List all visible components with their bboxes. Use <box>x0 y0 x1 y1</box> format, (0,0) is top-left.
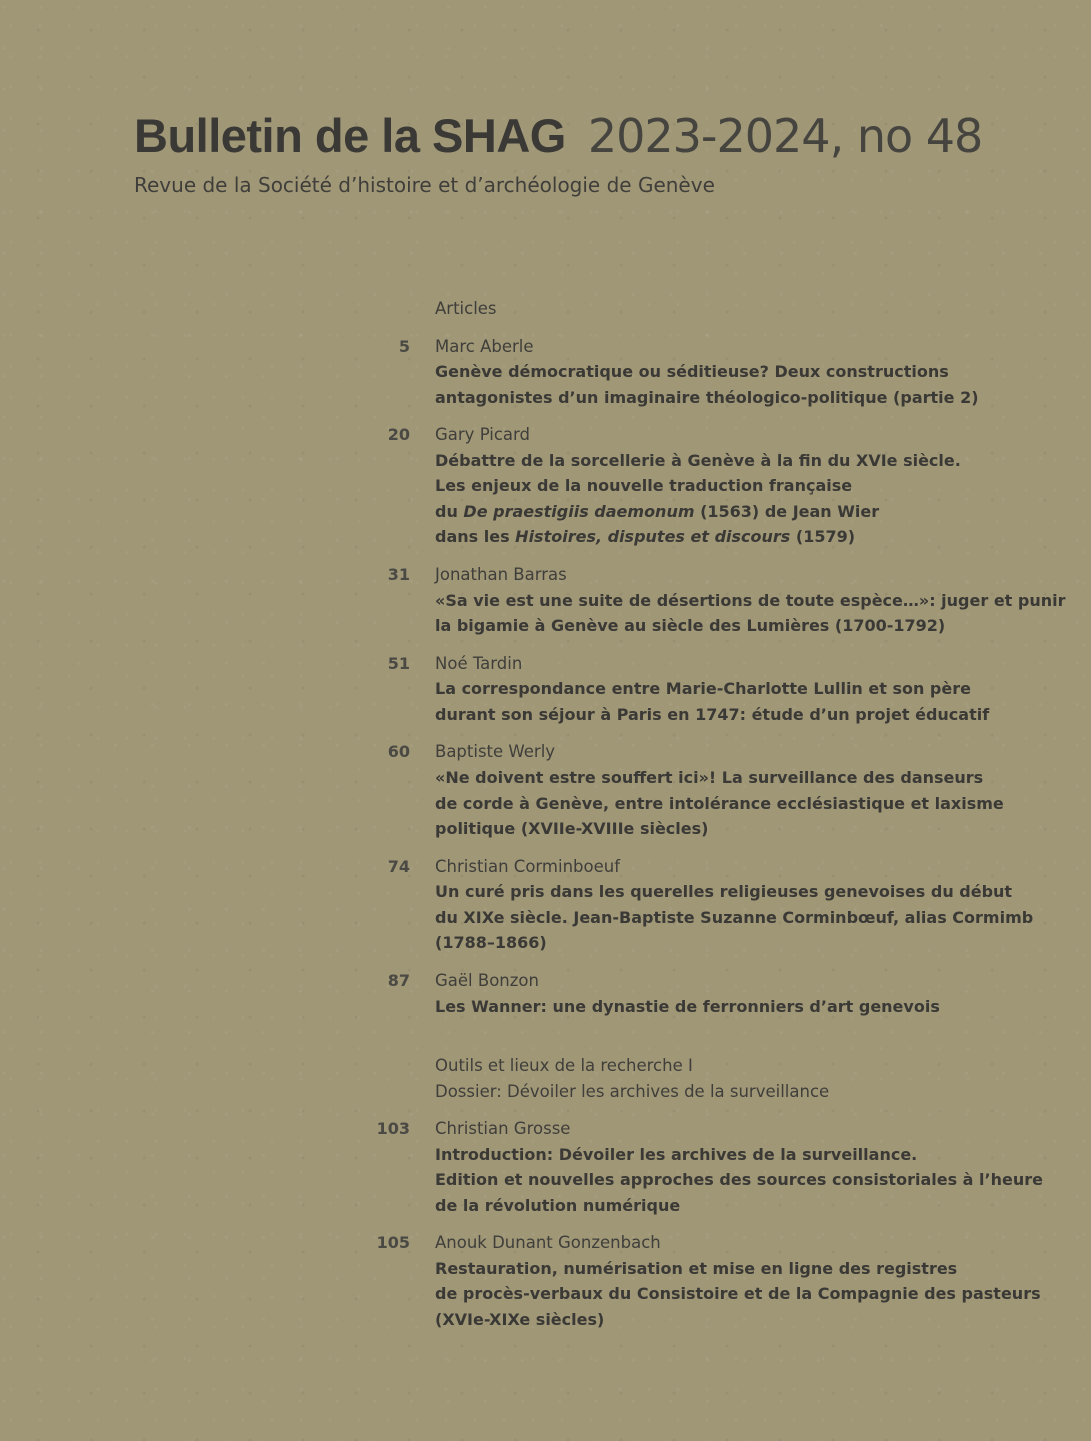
masthead <box>134 108 1034 197</box>
page-number: 60 <box>387 742 410 762</box>
author-name: Baptiste Werly <box>435 742 556 762</box>
title-line: la bigamie à Genève au siècle des Lumières (1700-1792) <box>435 616 946 636</box>
author-name: Marc Aberle <box>435 336 534 356</box>
author-name: Noé Tardin <box>435 653 523 673</box>
title-line: Genève démocratique ou séditieuse? Deux constructions <box>435 362 949 381</box>
title-line: (1788–1866) <box>435 933 547 953</box>
title-line: politique (XVIIe-XVIIIe siècles) <box>435 819 709 839</box>
journal-title: Bulletin de la SHAG <box>134 109 566 162</box>
toc-entry <box>360 1230 1050 1332</box>
title-line: Les enjeux de la nouvelle traduction française <box>435 476 853 496</box>
toc-entry <box>360 651 1050 728</box>
title-line: Débattre de la sorcellerie à Genève à la fin du XVIe siècle. <box>435 450 961 470</box>
article-title <box>435 1256 1050 1333</box>
author-name: Gary Picard <box>435 425 531 445</box>
title-line: Un curé pris dans les querelles religieuses genevoises du début <box>435 882 1013 902</box>
title-line: (XVIe-XIXe siècles) <box>435 1310 605 1330</box>
section-title: Outils et lieux de la recherche I <box>435 1056 693 1076</box>
title-line: Introduction: Dévoiler les archives de la surveillance. <box>435 1144 918 1164</box>
title-line: de la révolution numérique <box>435 1195 681 1215</box>
title-text: dans les <box>435 527 516 547</box>
work-title-italic: De praestigiis daemonum <box>463 501 695 521</box>
journal-subtitle: Revue de la Société d’histoire et d’archéologie de Genève <box>134 173 715 197</box>
title-line: de procès-verbaux du Consistoire et de la Compagnie des pasteurs <box>435 1284 1041 1304</box>
page-number: 105 <box>376 1233 410 1253</box>
article-title <box>435 359 1050 410</box>
title-line: du XIXe siècle. Jean-Baptiste Suzanne Corminbœuf, alias Cormimb <box>435 907 1034 927</box>
toc-entry <box>360 739 1050 841</box>
article-title <box>435 879 1050 956</box>
title-text: du <box>435 501 464 521</box>
article-title <box>435 448 1050 550</box>
page-number: 74 <box>387 856 410 876</box>
title-line: La correspondance entre Marie-Charlotte Lullin et son père <box>435 679 971 699</box>
section-heading-articles: Articles <box>435 299 497 318</box>
work-title-italic: Histoires, disputes et discours <box>515 527 791 547</box>
toc-entry <box>360 1116 1050 1218</box>
page-number: 20 <box>387 425 410 445</box>
page-number: 103 <box>376 1119 410 1139</box>
author-name: Christian Corminboeuf <box>435 856 621 876</box>
article-title <box>435 676 1050 727</box>
title-text: (1563) de Jean Wier <box>694 501 880 521</box>
author-name: Christian Grosse <box>435 1119 571 1139</box>
article-title <box>435 1142 1050 1219</box>
table-of-contents <box>360 296 1066 1345</box>
toc-entry <box>360 968 1050 1019</box>
title-line <box>435 524 1050 550</box>
title-line: Les Wanner: une dynastie de ferronniers d’art genevois <box>435 996 940 1016</box>
toc-entry <box>360 422 1050 550</box>
toc-entry <box>360 854 1050 956</box>
title-line: de corde à Genève, entre intolérance ecclésiastique et laxisme <box>435 793 1004 813</box>
toc-entry <box>360 562 1066 639</box>
page-number: 31 <box>387 565 410 585</box>
author-name: Jonathan Barras <box>435 565 567 585</box>
title-line: «Ne doivent estre souffert ici»! La surveillance des danseurs <box>435 767 984 787</box>
page-number: 5 <box>398 336 410 356</box>
toc-entry <box>360 334 1050 411</box>
title-line <box>435 499 1050 525</box>
section-heading-tools <box>435 1053 1050 1104</box>
article-title <box>435 588 1066 639</box>
page-number: 87 <box>387 971 410 990</box>
title-text: (1579) <box>790 527 856 547</box>
issue-number: 2023-2024, no 48 <box>587 109 983 163</box>
article-title <box>435 765 1050 842</box>
author-name: Anouk Dunant Gonzenbach <box>435 1233 661 1253</box>
article-title <box>435 994 1050 1020</box>
title-line: antagonistes d’un imaginaire théologico-politique (partie 2) <box>435 387 979 407</box>
title-line: durant son séjour à Paris en 1747: étude d’un projet éducatif <box>435 704 990 724</box>
title-line: Restauration, numérisation et mise en ligne des registres <box>435 1258 958 1278</box>
title-line: «Sa vie est une suite de désertions de toute espèce…»: juger et punir <box>435 590 1066 610</box>
title-line <box>134 108 1034 163</box>
page-number: 51 <box>387 653 410 673</box>
title-line: Edition et nouvelles approches des sources consistoriales à l’heure <box>435 1170 1043 1190</box>
author-name: Gaël Bonzon <box>435 971 539 990</box>
dossier-title: Dossier: Dévoiler les archives de la surveillance <box>435 1081 830 1101</box>
